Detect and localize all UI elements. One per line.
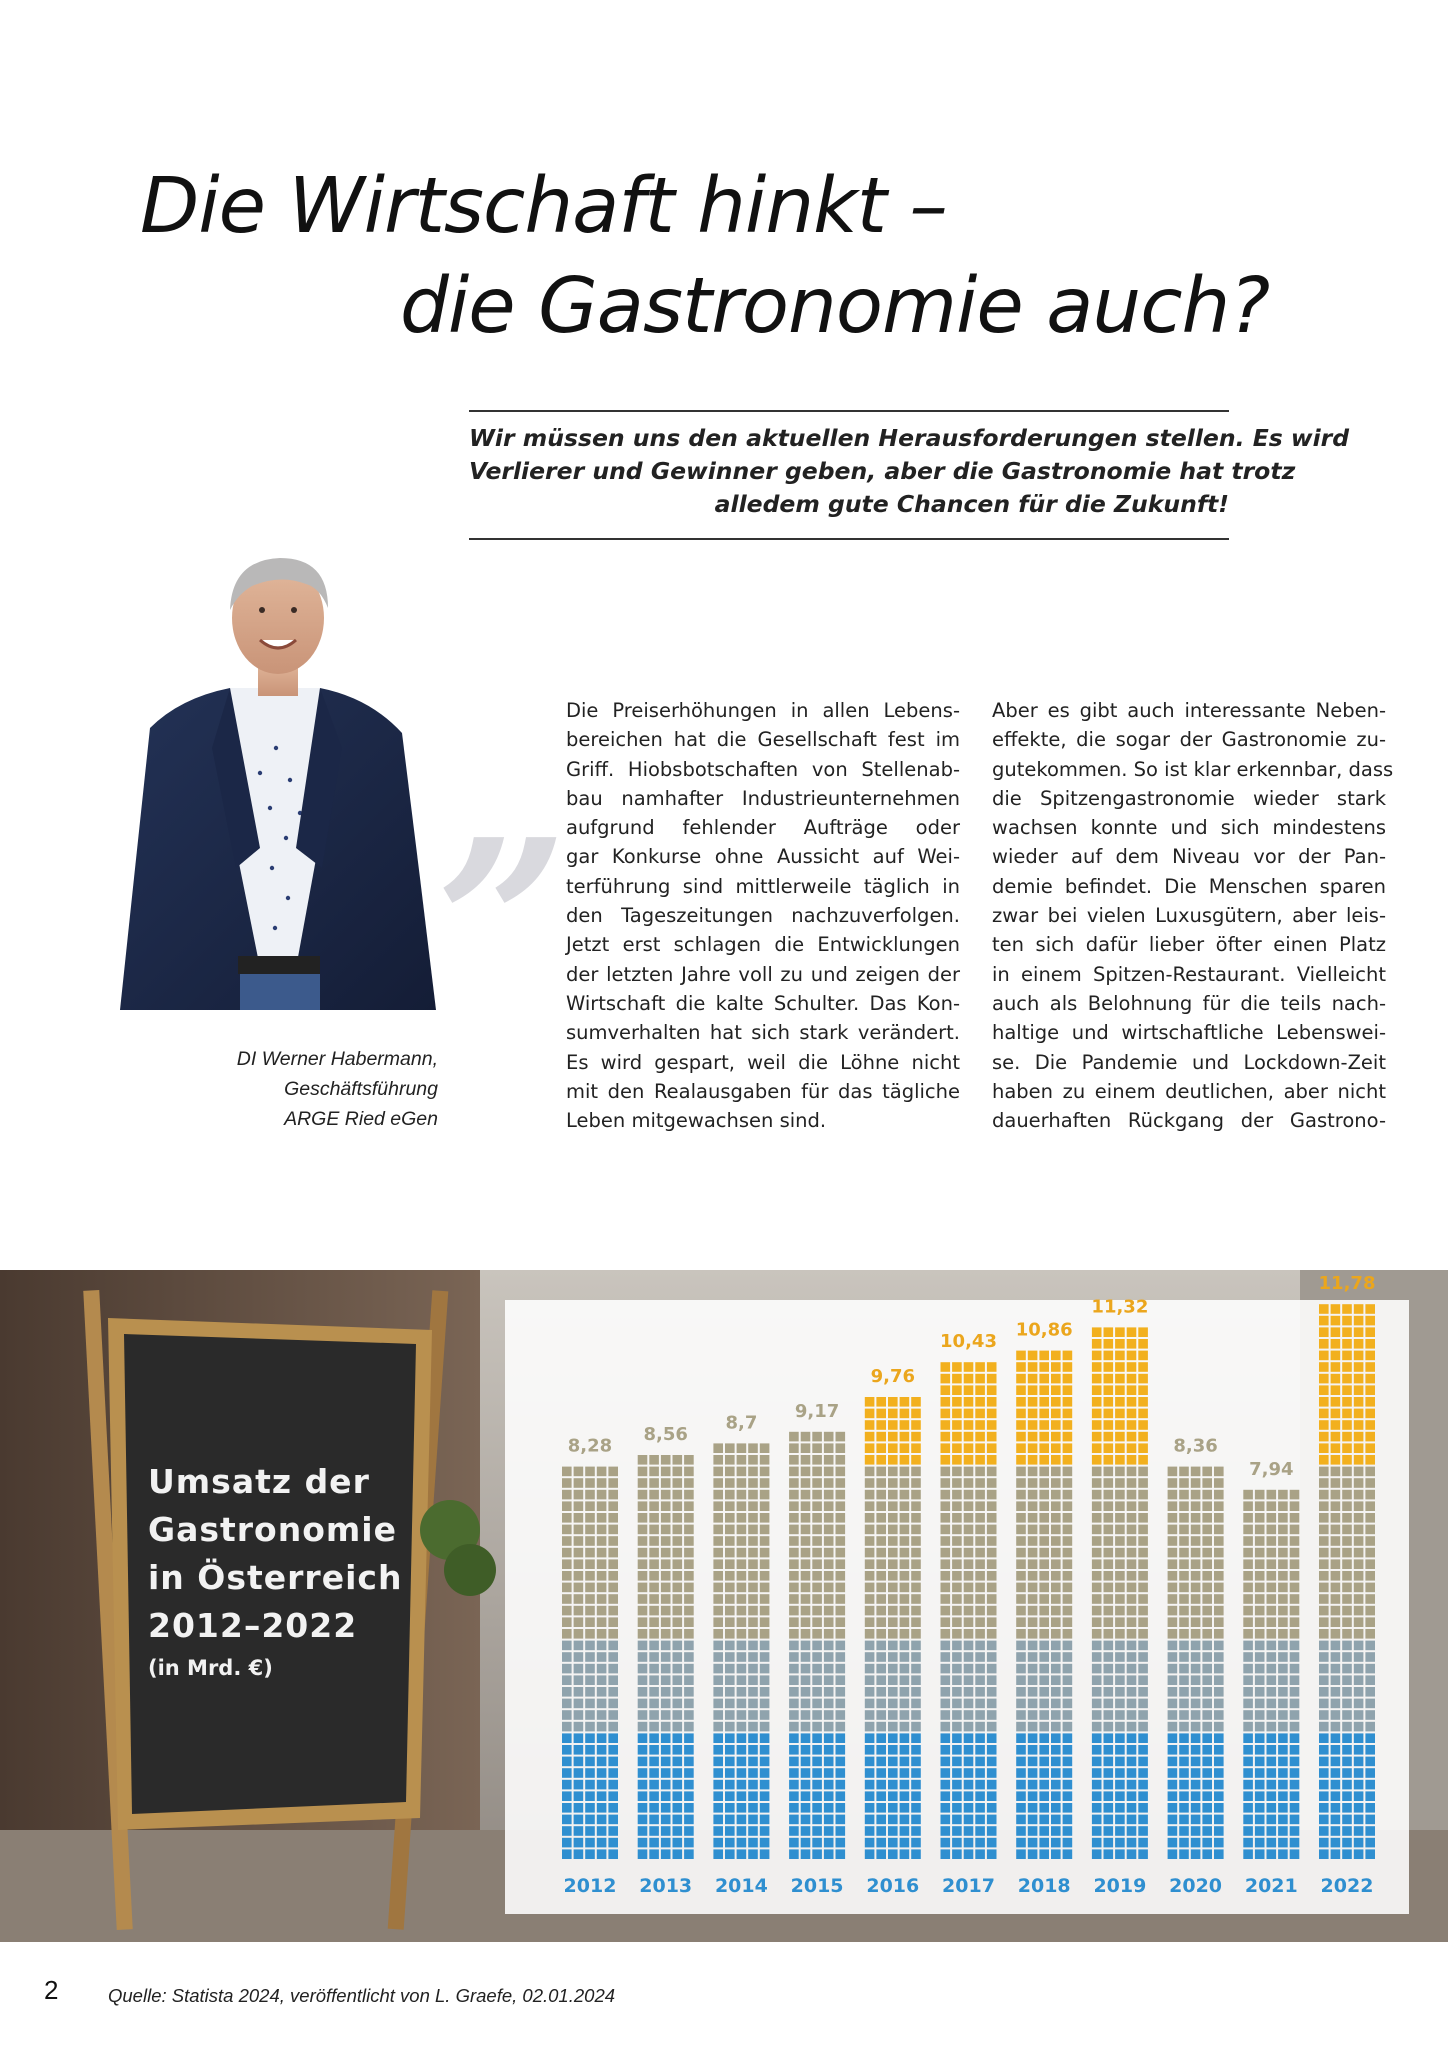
text-line: se. Die Pandemie und Lockdown-Zeit <box>992 1050 1386 1074</box>
text-line: sumverhalten hat sich stark verändert. <box>566 1021 960 1045</box>
value-label: 8,56 <box>643 1424 688 1445</box>
page-number: 2 <box>44 1975 59 2005</box>
text-line: terführung sind mittlerweile täglich in <box>566 874 960 898</box>
portrait-photo <box>120 548 436 1010</box>
text-line: Wirtschaft die kalte Schulter. Das Kon- <box>566 991 960 1015</box>
bar-2014 <box>713 1443 769 1859</box>
value-label: 9,76 <box>870 1366 916 1387</box>
text-line: ten sich dafür lieber öfter einen Platz <box>992 933 1386 957</box>
bar-2020 <box>1168 1467 1224 1859</box>
revenue-chart <box>505 1273 1409 1914</box>
text-line: gutekommen. So ist klar erkennbar, dass <box>992 757 1394 781</box>
caption-line: Geschäftsführung <box>284 1078 438 1100</box>
board-line: 2012–2022 <box>148 1606 358 1645</box>
headline-line-2: die Gastronomie auch? <box>400 262 1270 351</box>
text-line: effekte, die sogar der Gastronomie zu- <box>992 728 1386 752</box>
lead-paragraph <box>469 422 1350 521</box>
value-label: 10,86 <box>1015 1319 1073 1341</box>
text-line: zwar bei vielen Luxusgütern, aber leis- <box>992 904 1386 928</box>
lead-top-rule <box>469 410 1229 412</box>
year-label: 2012 <box>563 1875 617 1897</box>
text-line: haltige und wirtschaftliche Lebenswei- <box>992 1021 1386 1045</box>
year-label: 2016 <box>866 1875 920 1897</box>
bar-2016 <box>865 1397 921 1859</box>
text-line: Aber es gibt auch interessante Neben- <box>992 699 1386 722</box>
text-line: Leben mitgewachsen sind. <box>566 1109 827 1133</box>
board-line: in Österreich <box>148 1558 403 1597</box>
text-line: gar Konkurse ohne Aussicht auf Wei- <box>566 845 960 869</box>
source-note: Quelle: Statista 2024, veröffentlicht von L. Graefe, 02.01.2024 <box>108 1985 616 2006</box>
lead-line: Wir müssen uns den aktuellen Herausforderungen stellen. Es wird <box>469 424 1350 452</box>
value-label: 8,7 <box>725 1412 758 1434</box>
article-column-1 <box>566 696 960 1135</box>
text-line: Die Preiserhöhungen in allen Lebens- <box>566 699 960 722</box>
year-label: 2013 <box>639 1875 693 1897</box>
value-label: 7,94 <box>1249 1458 1294 1480</box>
board-line: Gastronomie <box>148 1510 397 1549</box>
text-line: wieder auf dem Niveau vor der Pan- <box>992 845 1386 869</box>
text-line: bereichen hat die Gesellschaft fest im <box>566 728 960 752</box>
chalkboard-text <box>148 1458 402 1684</box>
text-line: dauerhaften Rückgang der Gastrono- <box>992 1109 1386 1133</box>
year-label: 2021 <box>1244 1875 1298 1897</box>
text-line: Es wird gespart, weil die Löhne nicht <box>566 1050 960 1074</box>
value-label: 11,78 <box>1318 1273 1376 1295</box>
text-line: Griff. Hiobsbotschaften von Stellenab- <box>566 757 960 781</box>
year-label: 2014 <box>714 1875 768 1897</box>
value-label: 11,32 <box>1091 1296 1149 1318</box>
bar-2019 <box>1092 1327 1148 1859</box>
value-label: 8,28 <box>567 1435 613 1457</box>
lead-bottom-rule <box>469 538 1229 540</box>
text-line: aufgrund fehlender Aufträge oder <box>566 816 960 840</box>
lead-line: Verlierer und Gewinner geben, aber die Gastronomie hat trotz <box>469 457 1296 485</box>
text-line: mit den Realausgaben für das tägliche <box>566 1079 960 1103</box>
value-label: 10,43 <box>940 1331 997 1353</box>
year-label: 2018 <box>1017 1875 1071 1897</box>
article-column-2 <box>992 696 1394 1135</box>
text-line: den Tageszeitungen nachzuverfolgen. <box>566 904 960 928</box>
bar-2022 <box>1319 1304 1375 1859</box>
bar-2017 <box>941 1362 997 1859</box>
text-line: in einem Spitzen-Restaurant. Vielleicht <box>992 962 1386 986</box>
year-label: 2022 <box>1320 1875 1374 1897</box>
text-line: die Spitzengastronomie wieder stark <box>992 786 1386 810</box>
bar-2012 <box>562 1467 618 1859</box>
text-line: haben zu einem deutlichen, aber nicht <box>992 1079 1386 1103</box>
bar-2013 <box>638 1455 694 1859</box>
revenue-chart-svg <box>505 1273 1409 1914</box>
year-label: 2015 <box>790 1875 844 1897</box>
bar-2021 <box>1243 1490 1299 1859</box>
headline-line-1: Die Wirtschaft hinkt – <box>140 162 947 251</box>
board-line: Umsatz der <box>148 1462 370 1501</box>
text-line: auch als Belohnung für die teils nach- <box>992 991 1386 1015</box>
text-line: bau namhafter Industrieunternehmen <box>566 786 960 810</box>
text-line: der letzten Jahre voll zu und zeigen der <box>566 962 960 986</box>
year-label: 2020 <box>1169 1875 1223 1897</box>
text-line: Jetzt erst schlagen die Entwicklungen <box>566 933 960 957</box>
year-label: 2019 <box>1093 1875 1147 1897</box>
portrait-caption <box>160 1044 438 1134</box>
lead-line: alledem gute Chancen für die Zukunft! <box>714 490 1229 518</box>
board-unit: (in Mrd. €) <box>148 1656 273 1680</box>
value-label: 8,36 <box>1173 1435 1218 1457</box>
text-line: wachsen konnte und sich mindestens <box>992 816 1386 840</box>
year-label: 2017 <box>942 1875 995 1897</box>
value-label: 9,17 <box>794 1400 840 1422</box>
caption-line: DI Werner Habermann, <box>236 1048 438 1070</box>
bar-2018 <box>1016 1351 1072 1859</box>
quote-mark-icon: „ <box>440 658 573 928</box>
caption-line: ARGE Ried eGen <box>284 1108 438 1130</box>
text-line: demie befindet. Die Menschen sparen <box>992 874 1386 898</box>
bar-2015 <box>789 1432 845 1859</box>
